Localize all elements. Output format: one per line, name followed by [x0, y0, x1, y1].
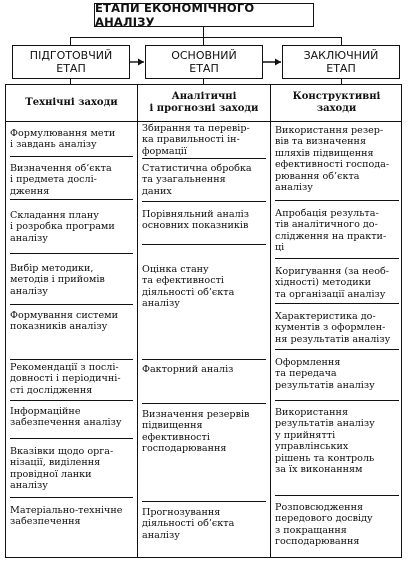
technical-item: Вибір методики, методів і прийомів аналізу — [10, 263, 105, 297]
stage-main — [145, 45, 263, 79]
stage-main-line1: ОСНОВНИЙ — [171, 49, 237, 62]
stage-preparatory — [12, 45, 130, 79]
technical-item: Рекомендації з послі- довності і періодичні- сті дослідження — [10, 362, 121, 396]
analytical-item: Прогнозування діяльності об’єкта аналізу — [142, 507, 235, 541]
constructive-item: Розповсюдження передового досвіду з покращання господарювання — [275, 502, 373, 548]
stage-main-line2: ЕТАП — [189, 62, 219, 75]
technical-item: Складання плану і розробка програми аналізу — [10, 210, 115, 244]
constructive-item: Апробація результа- тів аналітичного до- слідження на практи- ці — [275, 208, 387, 254]
technical-item: Інформаційне забезпечення аналізу — [10, 406, 122, 429]
col2-row-separator — [142, 244, 266, 245]
col1-row-separator — [10, 253, 133, 254]
analytical-item: Факторний аналіз — [142, 364, 234, 375]
col3-row-separator — [275, 495, 399, 496]
col3-row-separator — [275, 200, 399, 201]
column-header-technical: Технічні заходи — [25, 97, 118, 108]
col3-row-separator — [275, 258, 399, 259]
stage-preparatory-line1: ПІДГОТОВЧИЙ — [29, 49, 113, 62]
col1-row-separator — [10, 156, 133, 157]
connector-left-down — [70, 37, 71, 45]
constructive-item: Використання резер- вів та визначення шляхів підвищення ефективності господа- рювання об’єкта аналізу — [275, 125, 390, 194]
column-header-constructive: Конструктивні заходи — [292, 91, 381, 114]
col3-row-separator — [275, 303, 399, 304]
constructive-item: Характеристика до- кументів з оформлен- ня результатів аналізу — [275, 311, 391, 345]
constructive-item: Використання результатів аналізу у прийнятті управлінських рішень та контроль за їх виконанням — [275, 407, 375, 476]
analytical-item: Порівняльний аналіз основних показників — [142, 209, 249, 232]
arrow-stage1-to-stage2 — [130, 57, 145, 67]
analytical-item: Збирання та перевір- ка правильності ін- формації — [142, 123, 250, 157]
analytical-item: Оцінка стану та ефективності діяльності об’єкта аналізу — [142, 264, 235, 310]
technical-item: Вказівки щодо орга- нізації, виділення провідної ланки аналізу — [10, 446, 114, 492]
stage-final — [282, 45, 400, 79]
measures-table — [5, 84, 402, 558]
arrow-stage2-to-stage3 — [263, 57, 282, 67]
technical-item: Формулювання мети і завдань аналізу — [10, 128, 116, 151]
col3-row-separator — [275, 400, 399, 401]
col2-row-separator — [142, 201, 266, 202]
technical-item: Формування системи показників аналізу — [10, 310, 118, 333]
connector-horizontal — [70, 37, 342, 38]
constructive-item: Коригування (за необ- хідності) методики та організації аналізу — [275, 266, 390, 300]
connector-center-down — [203, 37, 204, 45]
technical-item: Матеріально-технічне забезпечення — [10, 505, 123, 528]
col1-row-separator — [10, 359, 133, 360]
connector-right-down — [341, 37, 342, 45]
col2-row-separator — [142, 501, 266, 502]
col2-row-separator — [142, 403, 266, 404]
col1-row-separator — [10, 438, 133, 439]
analytical-item: Визначення резервів підвищення ефективності господарювання — [142, 409, 250, 455]
col2-row-separator — [142, 359, 266, 360]
connector-title-down — [203, 27, 204, 37]
column-header-analytical: Аналітичні і прогнозні заходи — [149, 91, 259, 114]
technical-item: Визначення об’єкта і предмета дослі- дження — [10, 163, 112, 197]
col3-row-separator — [275, 349, 399, 350]
stage-final-line2: ЕТАП — [326, 62, 356, 75]
analytical-item: Статистична обробка та узагальнення даних — [142, 163, 252, 197]
col1-row-separator — [10, 199, 133, 200]
diagram-title: ЕТАПИ ЕКОНОМІЧНОГО АНАЛІЗУ — [94, 3, 314, 27]
col1-row-separator — [10, 497, 133, 498]
col1-row-separator — [10, 304, 133, 305]
stage-final-line1: ЗАКЛЮЧНИЙ — [303, 49, 379, 62]
col1-row-separator — [10, 400, 133, 401]
stage-preparatory-line2: ЕТАП — [56, 62, 86, 75]
constructive-item: Оформлення та передача результатів аналізу — [275, 357, 375, 391]
col2-row-separator — [142, 158, 266, 159]
